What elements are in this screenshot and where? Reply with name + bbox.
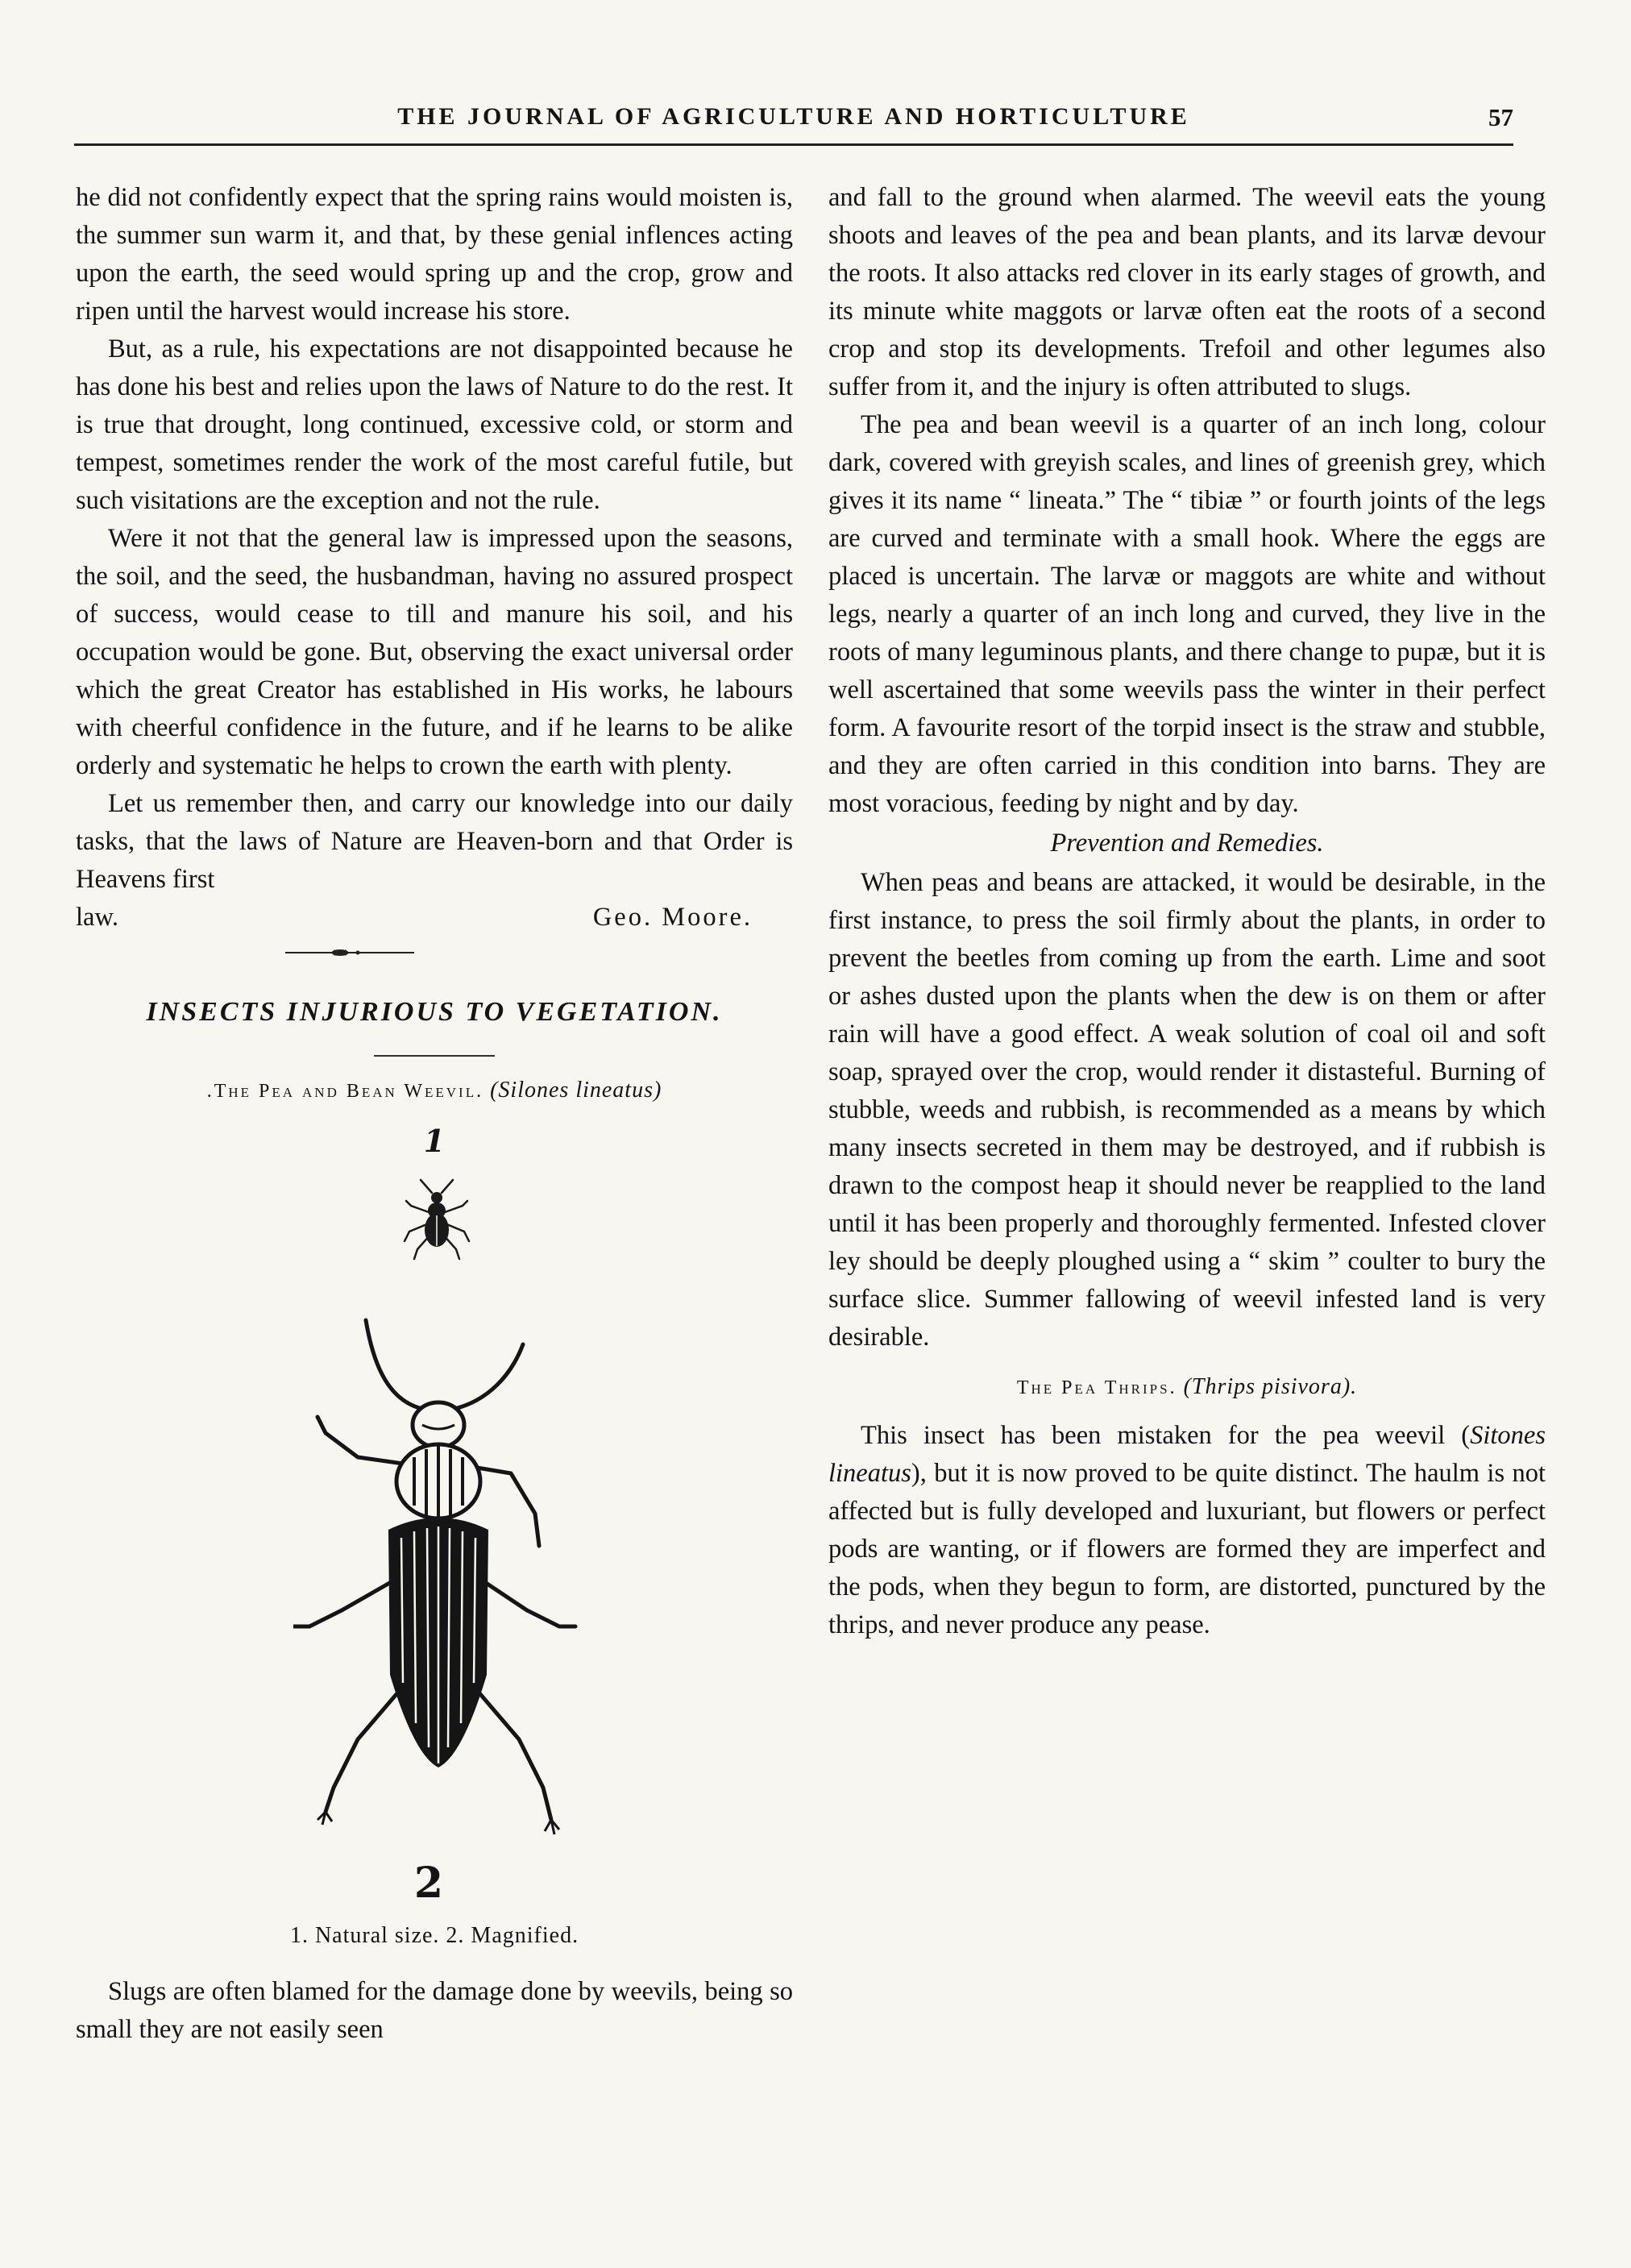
paragraph-text: This insect has been mistaken for the pea weevil ( (861, 1421, 1471, 1450)
weevil-magnified-icon (293, 1304, 583, 1868)
paragraph-text: ), but it is now proved to be quite distinct. The haulm is not affected but is fully developed and luxuriant, but flowers or perfect pods are wanting, or if flowers are formed they are imperfect and the pods, when they begun to form, are distorted, punctured by the thrips, and never produce any pease. (828, 1459, 1546, 1639)
species-subheading (828, 1368, 1546, 1407)
species-latin-name: (Silones lineatus) (490, 1078, 662, 1103)
figure-label-natural: 1 (423, 1123, 446, 1159)
latin-name: Sitones lineatus (828, 1421, 1546, 1488)
title-rule (374, 1055, 495, 1057)
paragraph: Slugs are often blamed for the damage done by weevils, being so small they are not easily seen (76, 1977, 793, 2044)
section-heading: Prevention and Remedies. (1050, 829, 1324, 858)
right-column (828, 179, 1546, 1644)
divider-ornament-icon (285, 948, 414, 957)
paragraph: The pea and bean weevil is a quarter of an inch long, colour dark, covered with greyish scales, and lines of greenish grey, which gives it its name “ lineata.” The “ tibiæ ” or fourth joints of the legs are curved and terminate with a small hook. Where the eggs are placed is uncertain. The larvæ or maggots are white and without legs, nearly a quarter of an inch long and curved, they live in the roots of many leguminous plants, and there change to pupæ, but it is well ascertained that some weevils pass the winter in their perfect form. A favourite resort of the torpid insect is the straw and stubble, and they are often carried in this condition into barns. They are most voracious, feeding by night and by day. (828, 410, 1546, 818)
species-common-name: The Pea Thrips. (1016, 1377, 1177, 1398)
paragraph: and fall to the ground when alarmed. The weevil eats the young shoots and leaves of the pea and bean plants, and its larvæ devour the roots. It also attacks red clover in its early stages of growth, and its minute white maggots or larvæ often eat the roots of a second crop and stop its developments. Trefoil and other legumes also suffer from it, and the injury is often attributed to slugs. (828, 183, 1546, 401)
left-column (76, 179, 793, 2049)
author-signature: Geo. Moore. (592, 903, 753, 932)
figure-caption: 1. Natural size. 2. Magnified. (289, 1923, 579, 1948)
species-common-name: .The Pea and Bean Weevil. (206, 1081, 484, 1102)
page-number: 57 (1488, 103, 1513, 131)
journal-title: THE JOURNAL OF AGRICULTURE AND HORTICULTURE (397, 103, 1190, 130)
paragraph (828, 1417, 1546, 1644)
figure-label-magnified: 2 (413, 1859, 444, 1908)
paragraph: When peas and beans are attacked, it would be desirable, in the first instance, to press the soil firmly about the plants, in order to prevent the beetles from coming up from the earth. Lime and soot or ashes dusted upon the plants when the dew is on them or after rain will have a good effect. A weak solution of coal oil and soft soap, sprayed over the crop, would render it distasteful. Burning of stubble, weeds and rubbish, is recommended as a means by which many insects secreted in them may be destroyed, and if rubbish is drawn to the compost heap it should never be reapplied to the land until it has been properly and thoroughly fermented. Infested clover ley should be deeply ploughed using a “ skim ” coulter to bury the surface slice. Summer fallowing of weevil infested land is very desirable. (828, 868, 1546, 1352)
article-title: INSECTS INJURIOUS TO VEGETATION. (146, 997, 723, 1027)
species-latin-name: (Thrips pisivora). (1183, 1374, 1358, 1399)
paragraph: he did not confidently expect that the spring rains would moisten is, the summer sun warm it, and that, by these genial inflences acting upon the earth, the seed would spring up and the crop, grow and ripen until the harvest would increase his store. (76, 183, 793, 326)
weevil-figure (76, 1111, 793, 1949)
signature-line (76, 899, 793, 937)
paragraph: Were it not that the general law is impressed upon the seasons, the soil, and the seed, the husbandman, having no assured prospect of success, would cease to till and manure his soil, and his occupation would be gone. But, observing the exact universal order which the great Creator has established in His works, he labours with cheerful confidence in the future, and if he learns to be alike orderly and systematic he helps to crown the earth with plenty. (76, 524, 793, 780)
paragraph: But, as a rule, his expectations are not disappointed because he has done his best and relies upon the laws of Nature to do the rest. It is true that drought, long continued, excessive cold, or storm and tempest, sometimes render the work of the most careful futile, but such visitations are the exception and not the rule. (76, 334, 793, 515)
species-subheading (76, 1071, 793, 1111)
paragraph-end: law. (76, 903, 118, 932)
weevil-natural-size-icon (396, 1177, 477, 1261)
running-header (74, 95, 1513, 146)
ornamental-divider (76, 937, 793, 975)
paragraph: Let us remember then, and carry our knowledge into our daily tasks, that the laws of Nature are Heaven-born and that Order is Heavens first (76, 789, 793, 894)
